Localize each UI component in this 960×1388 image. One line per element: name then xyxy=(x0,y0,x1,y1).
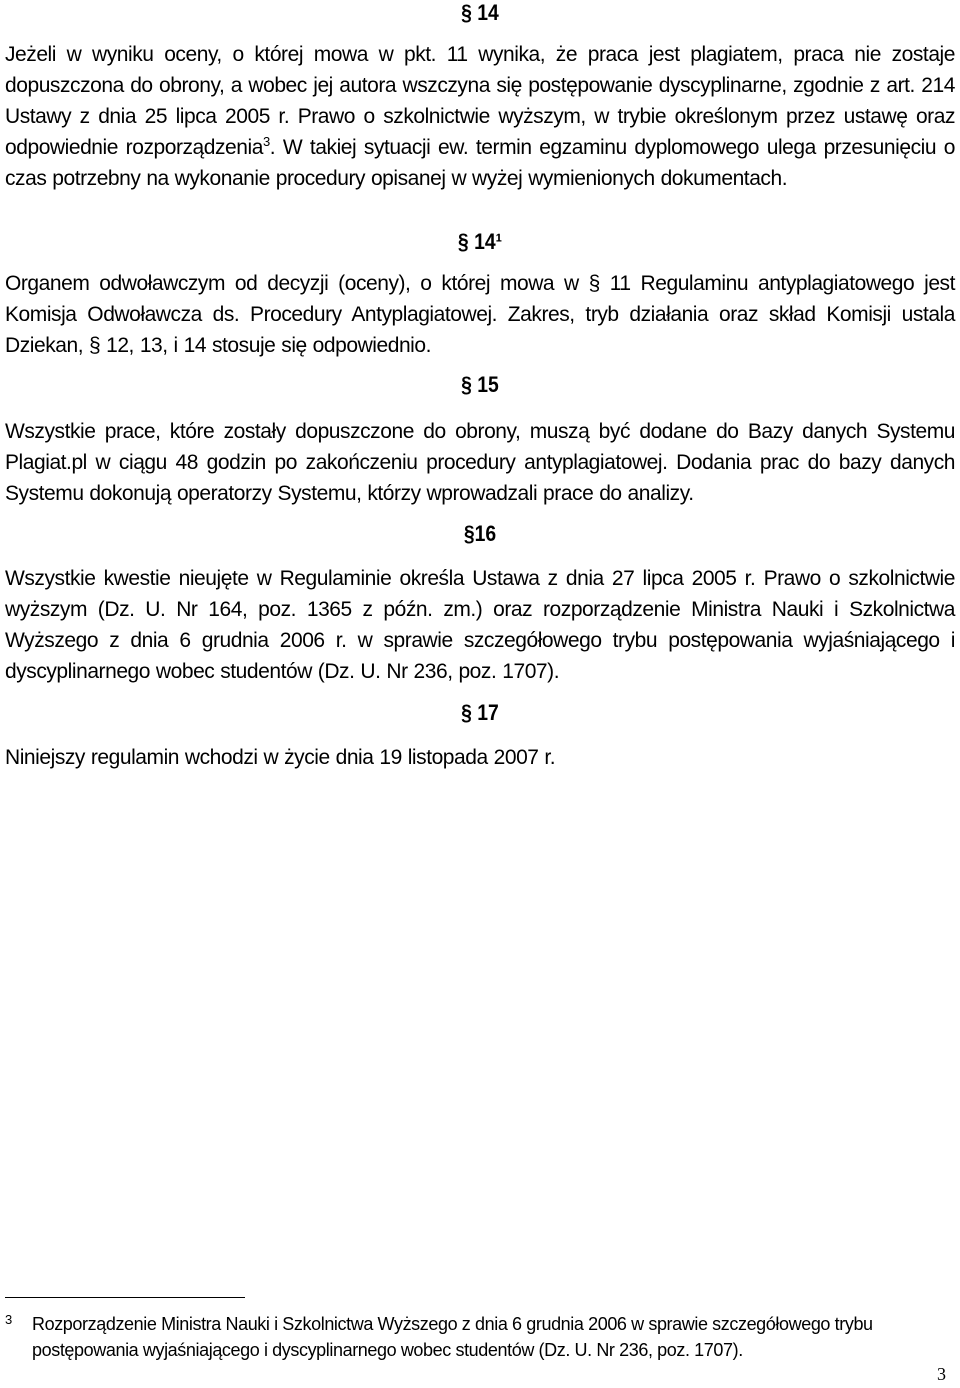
section-heading-14-1: § 14¹ xyxy=(457,229,503,254)
section-paragraph-17: Niniejszy regulamin wchodzi w życie dnia 19 listopada 2007 r. xyxy=(5,746,556,769)
footnote-number: 3 xyxy=(5,1312,12,1327)
section-heading-14: § 14 xyxy=(461,0,499,25)
section-heading-17: § 17 xyxy=(461,700,499,725)
section-heading-15: § 15 xyxy=(461,372,499,397)
section-text-14-part-1: Jeżeli w wyniku oceny, o której mowa w pkt. 11 wynika, że praca jest plagiatem, praca nie zostaje dopuszczona do obrony, a wobec jej autora wszczyna się postępowanie dyscyplinarne, zgodnie z art. 214 Ustawy z dnia 25 lipca 2005 r. Prawo o szkolnictwie wyższym, w trybie określonym przez ustawę oraz odpowiednie rozporządzenia xyxy=(5,43,955,159)
footnote-reference[interactable]: 3 xyxy=(262,134,270,149)
footnote-separator xyxy=(5,1297,245,1298)
page-number: 3 xyxy=(937,1364,946,1384)
section-text-14-part-2: . W takiej sytuacji ew. termin egzaminu dyplomowego ulega przesunięciu o czas potrzebny na wykonanie procedury opisanej w wyżej wymienionych dokumentach. xyxy=(5,136,955,190)
section-paragraph-14-1: Organem odwoławczym od decyzji (oceny), o której mowa w § 11 Regulaminu antyplagiatowego jest Komisja Odwoławcza ds. Procedury Antyplagiatowej. Zakres, tryb działania oraz skład Komisji ustala Dziekan, § 12, 13, i 14 stosuje się odpowiednio. xyxy=(5,272,955,357)
section-paragraph-14 xyxy=(5,39,955,194)
section-heading-16: §16 xyxy=(463,521,497,546)
section-paragraph-16: Wszystkie kwestie nieujęte w Regulaminie określa Ustawa z dnia 27 lipca 2005 r. Prawo o szkolnictwie wyższym (Dz. U. Nr 164, poz. 1365 z późn. zm.) oraz rozporządzenie Ministra Nauki i Szkolnictwa Wyższego z dnia 6 grudnia 2006 r. w sprawie szczegółowego trybu postępowania wyjaśniającego i dyscyplinarnego wobec studentów (Dz. U. Nr 236, poz. 1707). xyxy=(5,567,955,683)
footnote xyxy=(5,1311,935,1363)
section-paragraph-15: Wszystkie prace, które zostały dopuszczone do obrony, muszą być dodane do Bazy danych Systemu Plagiat.pl w ciągu 48 godzin po zakończeniu procedury antyplagiatowej. Dodania prac do bazy danych Systemu dokonują operatorzy Systemu, którzy wprowadzali prace do analizy. xyxy=(5,420,955,505)
footnote-text: Rozporządzenie Ministra Nauki i Szkolnictwa Wyższego z dnia 6 grudnia 2006 w sprawie szczegółowego trybu postępowania wyjaśniającego i dyscyplinarnego wobec studentów (Dz. U. Nr 236, poz. 1707). xyxy=(32,1314,873,1360)
